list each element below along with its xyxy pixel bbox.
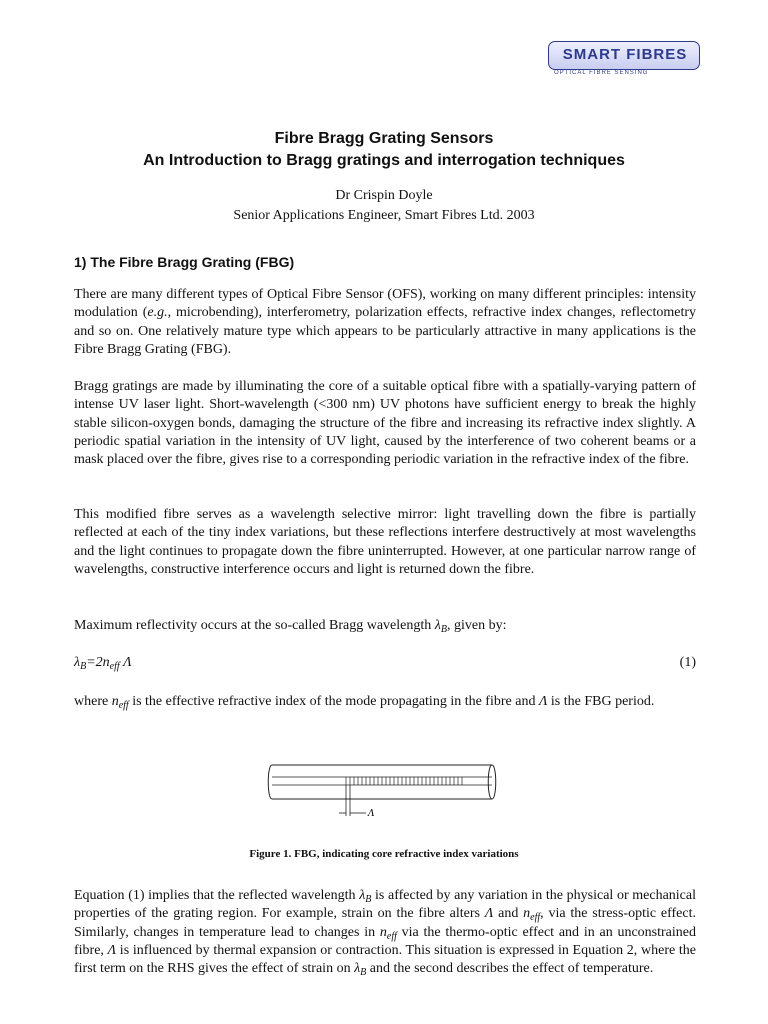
paragraph-3: This modified fibre serves as a wavelength selective mirror: light travelling down the fibre is partially reflected at each of the tiny index variations, but these reflections interfere destructively at most wavelengths and the light continues to propagate down the fibre uninterrupted. However, at one particular narrow range of wavelengths, constructive interference occurs and light is returned down the fibre. bbox=[74, 507, 696, 577]
logo-text: SMART FIBRES bbox=[562, 46, 688, 63]
symbol: =2 bbox=[86, 655, 103, 670]
symbol: Λ bbox=[107, 942, 117, 958]
symbol: B bbox=[440, 624, 447, 635]
text-run: where bbox=[74, 694, 112, 709]
paragraph-5 bbox=[74, 693, 696, 711]
symbol: eff bbox=[118, 700, 129, 711]
symbol: B bbox=[365, 894, 372, 905]
symbol: λ bbox=[434, 618, 441, 633]
paragraph-6 bbox=[74, 887, 696, 978]
symbol: n bbox=[111, 694, 119, 709]
paragraph-1 bbox=[74, 286, 696, 359]
paragraph-2: Bragg gratings are made by illuminating the core of a suitable optical fibre with a spatially-varying pattern of intense UV laser light. Short-wavelength (<300 nm) UV photons have sufficient energy to break the highly stable silicon-oxygen bonds, damaging the structure of the fibre and increasing its refractive index slightly. A periodic spatial variation in the intensity of UV light, caused by the interference of two coherent beams or a mask placed over the fibre, gives rise to a corresponding periodic variation in the refractive index of the fibre. bbox=[74, 379, 696, 468]
author-affiliation: Senior Applications Engineer, Smart Fibres Ltd. 2003 bbox=[233, 208, 535, 223]
text-run: is the effective refractive index of the mode propagating in the fibre and bbox=[128, 694, 539, 709]
symbol: B bbox=[360, 967, 367, 979]
title-line-1: Fibre Bragg Grating Sensors bbox=[274, 130, 494, 147]
text-run: is affected by any variation in the physical or mechanical properties of the grating region. For example, strain on the fibre alters bbox=[74, 888, 696, 922]
title-line-2: An Introduction to Bragg gratings and interrogation techniques bbox=[143, 152, 625, 169]
symbol: n bbox=[102, 655, 110, 670]
symbol: eff bbox=[530, 912, 541, 924]
period-marker bbox=[339, 785, 366, 816]
text-run: Maximum reflectivity occurs at the so-called Bragg wavelength bbox=[74, 618, 435, 633]
paragraph-4 bbox=[74, 617, 696, 635]
symbol: B bbox=[80, 661, 87, 672]
text-run: There are many different types of Optical Fibre Sensor (OFS), working on many different principles: intensity modulation ( bbox=[74, 287, 696, 321]
equation-number: (1) bbox=[679, 655, 696, 670]
equation-1 bbox=[74, 655, 696, 671]
symbol: eff bbox=[109, 661, 120, 672]
symbol: λ bbox=[354, 961, 361, 977]
text-run-italic: e.g. bbox=[147, 305, 168, 321]
document-title bbox=[0, 128, 768, 172]
text-run: and the second describes the effect of temperature. bbox=[366, 961, 654, 977]
text-run: via the thermo-optic effect and in an unconstrained fibre, bbox=[74, 924, 696, 958]
grating-lines bbox=[346, 777, 462, 785]
author-block bbox=[0, 186, 768, 226]
symbol: Λ bbox=[538, 694, 548, 709]
text-run: Equation (1) implies that the reflected wavelength bbox=[74, 888, 360, 903]
figure-caption: Figure 1. FBG, indicating core refractive index variations bbox=[249, 848, 519, 860]
symbol: Λ bbox=[484, 906, 494, 922]
symbol: n bbox=[379, 924, 387, 940]
text-run: is influenced by thermal expansion or contraction. This situation is expressed in Equation 2, where the first term on the RHS gives the effect of strain on bbox=[74, 942, 696, 977]
author-name: Dr Crispin Doyle bbox=[335, 188, 433, 203]
text-run: and bbox=[493, 906, 524, 922]
fbg-diagram bbox=[266, 760, 502, 820]
text-run: is the FBG period. bbox=[547, 694, 655, 709]
symbol: Λ bbox=[123, 655, 132, 670]
company-logo bbox=[548, 41, 702, 77]
symbol: n bbox=[523, 906, 531, 922]
section-heading: 1) The Fibre Bragg Grating (FBG) bbox=[74, 254, 295, 270]
text-run: , via the stress-optic effect. Similarly, changes in temperature lead to changes in bbox=[74, 906, 696, 940]
logo-tagline: OPTICAL FIBRE SENSING bbox=[554, 70, 649, 76]
text-run: , microbending), interferometry, polarization effects, refractive index changes, reflectometry and so on. One relatively mature type which appears to be particularly attractive in many applications is the Fibre Bragg Grating (FBG). bbox=[74, 305, 696, 357]
period-label: Λ bbox=[368, 809, 375, 819]
logo-box bbox=[548, 41, 700, 70]
symbol: eff bbox=[386, 930, 397, 942]
equation-body bbox=[74, 655, 132, 670]
symbol: λ bbox=[74, 655, 81, 670]
text-run: , given by: bbox=[446, 618, 507, 633]
symbol: λ bbox=[359, 888, 366, 903]
